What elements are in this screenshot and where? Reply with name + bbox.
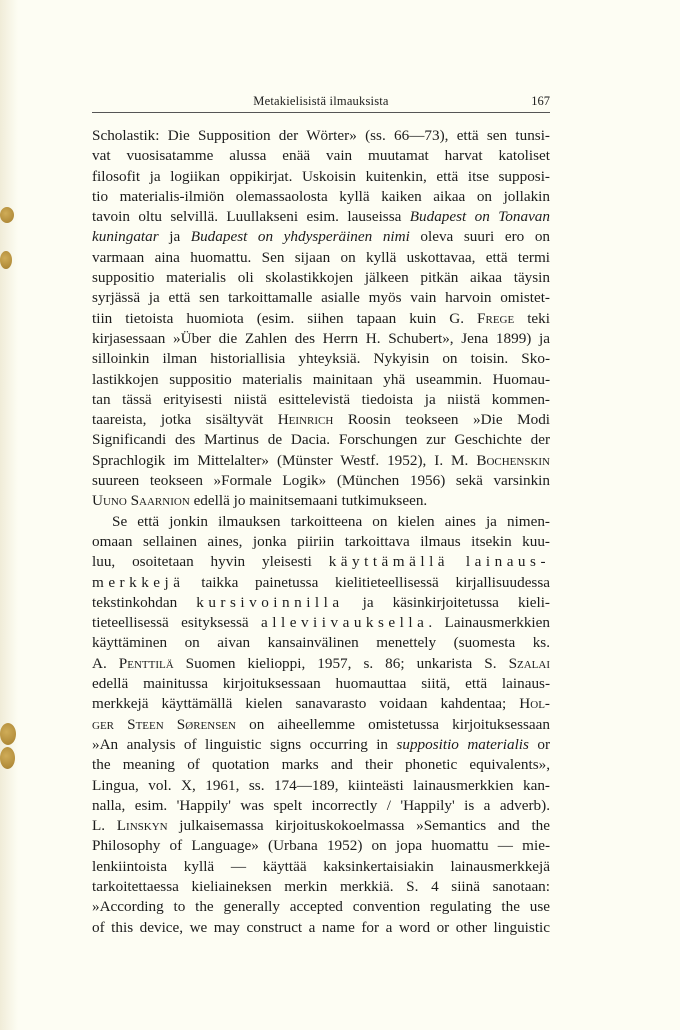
spaced-emphasis: merkkejä — [92, 573, 185, 591]
text-segment: silloinkin ilman historiallisia yhteyksiä. Nykyisin on toisin. Sko- — [92, 350, 550, 368]
text-line — [92, 451, 550, 471]
text-segment: luu, osoitetaan hyvin yleisesti — [92, 553, 329, 571]
text-segment: tavoin oltu selvillä. Luullakseni esim. lauseissa — [92, 208, 410, 226]
margin-stain — [0, 251, 12, 269]
text-segment: or — [528, 735, 550, 753]
small-caps-name: Penttilä — [118, 654, 174, 672]
text-segment: julkaisemassa kirjoituskokoelmassa »Semantics and the — [167, 817, 550, 835]
text-segment: edellä jo mainitsemaani tutkimukseen. — [189, 492, 428, 510]
text-segment: tieteellisessä esityksessä — [92, 614, 262, 632]
text-segment: Significandi des Martinus de Dacia. Forschungen zur Geschichte der — [92, 431, 550, 449]
text-segment: Scholastik: Die Supposition der Wörter» (ss. 66—73), että sen tunsi- — [92, 127, 550, 144]
text-line — [92, 167, 550, 187]
text-segment: Suomen kielioppi, 1957, s. 86; unkarista S. — [173, 654, 509, 672]
text-segment: »According to the generally accepted convention regulating the use — [92, 898, 550, 916]
text-line — [92, 654, 550, 674]
small-caps-name: Linskyn — [116, 817, 168, 835]
page-edge-shadow — [0, 0, 18, 1030]
text-segment: omaan sellainen aines, jonka piiriin tarkoittava ilmaus itsekin kuu- — [92, 532, 550, 550]
text-line — [92, 755, 550, 775]
margin-stain — [0, 207, 14, 223]
text-segment: tekstinkohdan — [92, 593, 197, 611]
text-segment: . Lainausmerkkien — [428, 614, 550, 632]
text-line — [92, 715, 550, 735]
text-segment: ja — [158, 228, 191, 246]
text-line — [92, 126, 550, 146]
small-caps-name: Hol- — [519, 695, 550, 713]
text-line — [92, 370, 550, 390]
text-segment: syrjässä ja että sen tarkoittamalle asialle myös vain harvoin omistet- — [92, 289, 550, 307]
text-segment: the meaning of quotation marks and their phonetic equivalents», — [92, 756, 550, 774]
text-segment: tarkoitettaessa kieliaineksen merkin merkkiä. S. 4 siinä sanotaan: — [92, 877, 550, 895]
text-segment: taareista, jotka sisältyvät — [92, 411, 278, 429]
text-line — [92, 227, 550, 247]
spaced-emphasis: alleviivauksella — [261, 614, 429, 632]
margin-stain — [0, 723, 16, 745]
text-line — [92, 613, 550, 633]
small-caps-name: Bochenskin — [476, 451, 550, 469]
text-line — [92, 633, 550, 653]
text-segment: »An analysis of linguistic signs occurring in — [92, 735, 397, 753]
text-segment: Roosin teokseen »Die Modi — [333, 411, 550, 429]
text-line — [92, 877, 550, 897]
text-line — [92, 593, 550, 613]
italic-text: Budapest on Tonavan — [409, 208, 550, 226]
text-segment: merkkejä käyttämällä kielen sanavarasto voidaan kahdentaa; — [92, 695, 520, 713]
text-segment: suureen teokseen »Formale Logik» (München 1956) sekä varsinkin — [92, 472, 550, 490]
text-line — [92, 674, 550, 694]
page-header — [92, 94, 550, 113]
text-line — [92, 268, 550, 288]
text-segment: on aiheellemme omistetussa kirjoituksessaan — [235, 715, 550, 733]
text-segment: teki — [514, 309, 550, 327]
text-line — [92, 796, 550, 816]
text-segment: tan tässä erityisesti niistä esittelevistä tiedoista ja niistä kommen- — [92, 390, 550, 408]
text-line — [92, 918, 550, 938]
text-line — [92, 471, 550, 491]
text-line — [92, 573, 550, 593]
text-segment: of this device, we may construct a name for a word or other linguistic — [92, 918, 550, 936]
small-caps-name: Frege — [477, 309, 515, 327]
small-caps-name: ger Steen Sørensen — [92, 715, 236, 733]
text-line — [92, 288, 550, 308]
text-segment: A. — [92, 654, 119, 672]
text-line — [92, 552, 550, 572]
text-segment: ja käsinkirjoitetussa kieli- — [343, 593, 550, 611]
text-segment: oleva suuri ero on — [409, 228, 550, 246]
text-segment: taikka painetussa kielitieteellisessä kirjallisuudessa — [184, 573, 550, 591]
small-caps-name: Heinrich — [277, 411, 334, 429]
text-segment: tiin tietoista huomiota (esim. siihen tapaan kuin G. — [92, 309, 478, 327]
text-line — [92, 836, 550, 856]
spaced-emphasis: kursivoinnilla — [196, 593, 344, 611]
text-line — [92, 857, 550, 877]
text-segment: Lingua, vol. X, 1961, ss. 174—189, kiinteästi lainausmerkkien kan- — [92, 776, 550, 794]
small-caps-name: Szalai — [508, 654, 550, 672]
text-line — [92, 816, 550, 836]
text-line — [92, 776, 550, 796]
text-line — [92, 349, 550, 369]
text-line — [92, 309, 550, 329]
text-segment: nalla, esim. 'Happily' was spelt incorrectly / 'Happily' is a adverb). — [92, 796, 550, 814]
spaced-emphasis: käyttämällä — [328, 553, 450, 571]
text-segment: filosofit ja logiikan oppikirjat. Uskoisin kuitenkin, että itse supposi- — [92, 167, 550, 185]
italic-text: suppositio materialis — [396, 735, 529, 753]
text-line — [92, 532, 550, 552]
text-line — [92, 329, 550, 349]
text-line — [92, 735, 550, 755]
text-segment: lastikkojen suppositio materialis mainitaan yhä useammin. Huomau- — [92, 370, 550, 388]
text-line — [92, 410, 550, 430]
text-line — [92, 390, 550, 410]
text-segment: käyttäminen on aivan kansainvälinen menettely (suomesta ks. — [92, 634, 550, 652]
text-segment: Se että jonkin ilmauksen tarkoitteena on kielen aines ja nimen- — [112, 512, 550, 530]
text-segment: lenkiintoista kyllä — käyttää kaksinkertaisiakin lainausmerkkejä — [92, 857, 550, 875]
text-line — [92, 491, 550, 511]
text-segment: Philosophy of Language» (Urbana 1952) on jopa huomattu — mie- — [92, 837, 550, 855]
running-title: Metakielisistä ilmauksista — [253, 94, 389, 108]
text-segment: kirjasessaan »Über die Zahlen des Herrn H. Schubert», Jena 1899) ja — [92, 329, 550, 347]
small-caps-name: Uuno Saarnion — [92, 492, 190, 510]
spaced-emphasis: lainaus- — [465, 553, 550, 571]
italic-text: Budapest on yhdysperäinen nimi — [190, 228, 410, 246]
text-segment: vat vuosisatamme alussa enää vain muutamat harvat katoliset — [92, 147, 550, 165]
text-segment: tio materialis-ilmiön olemassaolosta kyllä kaiken aikaa on jollakin — [92, 187, 550, 205]
body-text — [92, 126, 550, 938]
text-line — [92, 897, 550, 917]
text-segment: Sprachlogik im Mittelalter» (Münster Westf. 1952), I. M. — [92, 451, 477, 469]
text-line — [92, 430, 550, 450]
text-line — [92, 187, 550, 207]
text-segment: suppositio materialis oli skolastikkojen jälkeen pitkän aikaa täysin — [92, 269, 550, 287]
text-segment — [449, 553, 466, 570]
text-segment: L. — [92, 817, 117, 835]
italic-text: kuningatar — [92, 228, 159, 246]
text-segment: edellä mainitussa kirjoituksessaan huomauttaa siitä, että lainaus- — [92, 675, 550, 693]
text-line — [92, 207, 550, 227]
text-line — [92, 146, 550, 166]
text-line — [92, 512, 550, 532]
text-segment: varmaan aina huomattu. Sen sijaan on kyllä uskottavaa, että termi — [92, 248, 550, 266]
page-number: 167 — [531, 94, 550, 108]
text-line — [92, 694, 550, 714]
text-line — [92, 248, 550, 268]
margin-stain — [0, 747, 15, 769]
